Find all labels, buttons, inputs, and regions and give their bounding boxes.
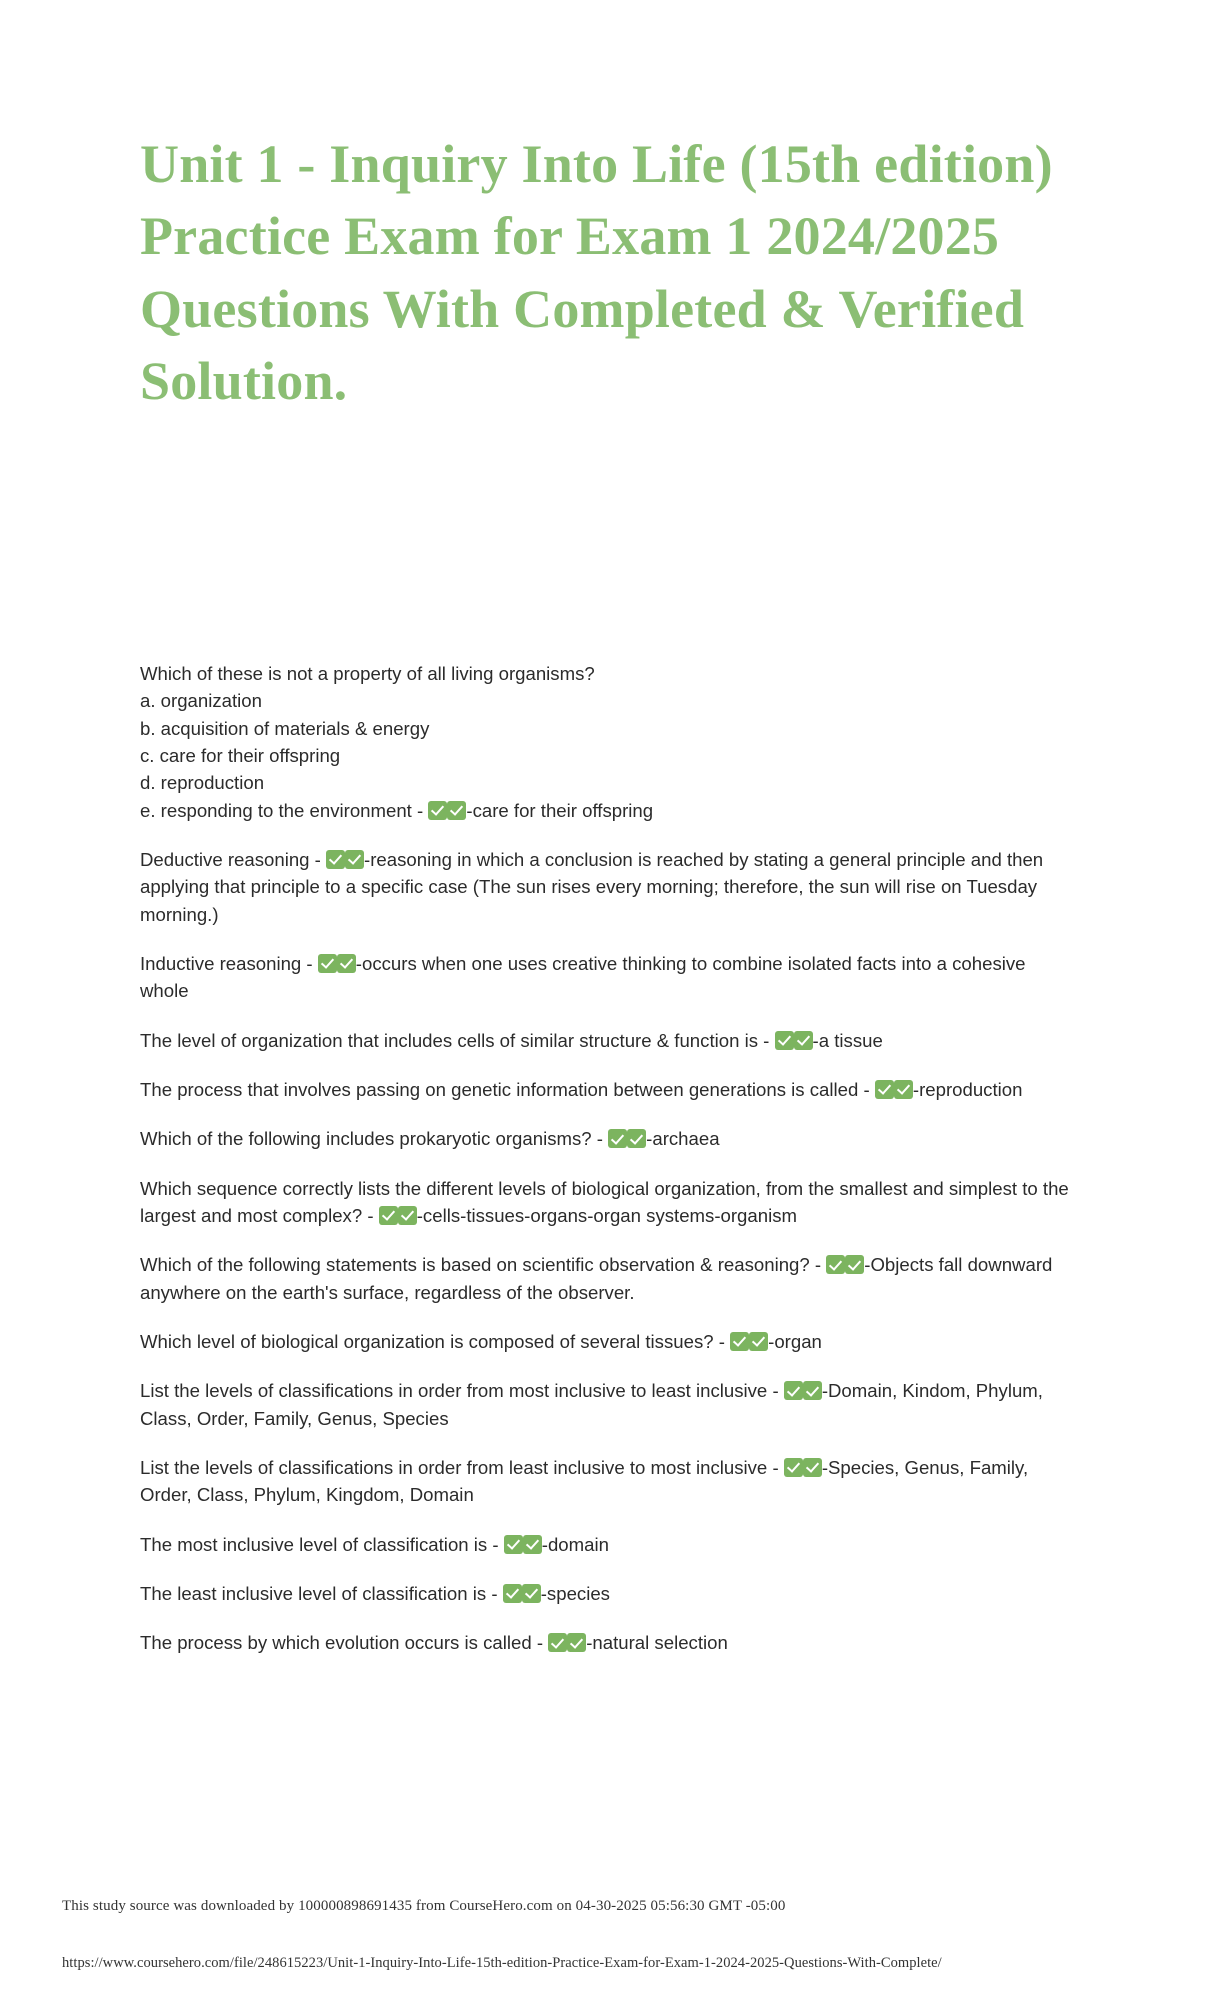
qa-answer: -Objects fall downward anywhere on the earth's surface, regardless of the observer. [140,1254,1053,1303]
check-mark-icon [826,1255,845,1274]
qa-list [140,660,1070,1657]
qa-prompt-answer-line [140,1629,1070,1656]
answer-marker [318,950,356,977]
qa-answer: -care for their offspring [466,799,654,821]
qa-prompt-answer-line [140,950,1070,1005]
check-mark-icon [447,801,466,820]
qa-option-line: Which of these is not a property of all living organisms? [140,663,595,684]
qa-answer: -Domain, Kindom, Phylum, Class, Order, Family, Genus, Species [140,1380,1043,1429]
check-mark-icon [326,850,345,869]
qa-option-line: b. acquisition of materials & energy [140,717,430,739]
qa-prompt-answer-line [140,1328,1070,1355]
check-mark-icon [875,1080,894,1099]
check-mark-icon [794,1031,813,1050]
check-mark-icon [627,1129,646,1148]
qa-answer: -Species, Genus, Family, Order, Class, Phylum, Kingdom, Domain [140,1456,1029,1506]
qa-answer: -domain [541,1533,609,1555]
qa-prompt: The process that involves passing on genetic information between generations is called - [140,1078,875,1100]
qa-prompt-answer-line [140,1125,1070,1152]
qa-prompt: Which sequence correctly lists the different levels of biological organization, from the smallest and simplest to the largest and most complex? - [140,1177,1069,1226]
qa-item [140,1531,1070,1558]
check-mark-icon [398,1206,417,1225]
answer-marker [608,1125,646,1152]
qa-prompt-answer-line [140,1251,1070,1306]
qa-prompt-answer-line [140,1454,1070,1509]
qa-answer: -archaea [646,1128,720,1150]
qa-prompt: Which of the following includes prokaryotic organisms? - [140,1128,609,1150]
check-mark-icon [522,1584,541,1603]
qa-item [140,1580,1070,1607]
qa-item [140,1629,1070,1656]
qa-answer: -reasoning in which a conclusion is reached by stating a general principle and then applying that principle to a specific case (The sun rises every morning; therefore, the sun will rise on Tuesday morning.) [140,848,1044,925]
qa-item [140,660,1070,824]
qa-item [140,1125,1070,1152]
answer-marker [503,1580,541,1607]
qa-prompt: The process by which evolution occurs is called - [140,1632,549,1654]
qa-prompt: Which level of biological organization is composed of several tissues? - [140,1330,731,1352]
answer-marker [428,797,466,824]
check-mark-icon [784,1458,803,1477]
qa-option-line: a. organization [140,690,262,712]
qa-answer: -organ [768,1330,822,1352]
check-mark-icon [803,1381,822,1400]
check-mark-icon [845,1255,864,1274]
check-mark-icon [504,1535,523,1554]
qa-prompt-answer-line [140,1076,1070,1103]
check-mark-icon [784,1381,803,1400]
qa-option-line: d. reproduction [140,772,265,794]
page-title: Unit 1 - Inquiry Into Life (15th edition) Practice Exam for Exam 1 2024/2025 Questions With Completed & Verified Solution. [140,134,1053,412]
qa-answer: -cells-tissues-organs-organ systems-organism [416,1204,797,1226]
qa-item [140,846,1070,928]
check-mark-icon [749,1332,768,1351]
qa-prompt: The most inclusive level of classification is - [140,1533,504,1555]
qa-prompt-answer-line [140,1027,1070,1054]
qa-item [140,1251,1070,1306]
qa-prompt: Inductive reasoning - [140,952,318,974]
check-mark-icon [345,850,364,869]
check-mark-icon [608,1129,627,1148]
check-mark-icon [379,1206,398,1225]
answer-marker [326,846,364,873]
check-mark-icon [775,1031,794,1050]
answer-marker [826,1251,864,1278]
answer-marker [775,1027,813,1054]
answer-marker [504,1531,542,1558]
qa-prompt-answer-line [140,1175,1070,1230]
check-mark-icon [567,1633,586,1652]
check-mark-icon [523,1535,542,1554]
qa-option-line: c. care for their offspring [140,744,341,766]
qa-item [140,1175,1070,1230]
check-mark-icon [503,1584,522,1603]
download-attribution: This study source was downloaded by 100000898691435 from CourseHero.com on 04-30-2025 05:56:30 GMT -05:00 [62,1898,786,1914]
qa-prompt: List the levels of classifications in order from most inclusive to least inclusive - [140,1380,784,1402]
check-mark-icon [548,1633,567,1652]
answer-marker [548,1629,586,1656]
check-mark-icon [318,954,337,973]
qa-prompt: List the levels of classifications in order from least inclusive to most inclusive - [140,1456,784,1478]
qa-prompt: Which of the following statements is based on scientific observation & reasoning? - [140,1254,827,1276]
qa-prompt: e. responding to the environment - [140,799,429,821]
answer-marker [784,1377,822,1404]
qa-item [140,1454,1070,1509]
source-url: https://www.coursehero.com/file/248615223/Unit-1-Inquiry-Into-Life-15th-edition-Practice-Exam-for-Exam-1-2024-2025-Questions-With-Complete/ [62,1955,942,1971]
qa-prompt-answer-line [140,1377,1070,1432]
check-mark-icon [894,1080,913,1099]
check-mark-icon [337,954,356,973]
qa-answer: -natural selection [586,1632,728,1654]
qa-item [140,1328,1070,1355]
qa-answer: -reproduction [912,1078,1023,1100]
qa-answer: -a tissue [812,1029,883,1051]
answer-marker [784,1454,822,1481]
check-mark-icon [803,1458,822,1477]
qa-prompt-answer-line [140,1531,1070,1558]
qa-prompt: The least inclusive level of classification is - [140,1582,503,1604]
qa-item [140,1377,1070,1432]
qa-prompt: The level of organization that includes cells of similar structure & function is - [140,1029,775,1051]
qa-item [140,1027,1070,1054]
qa-prompt-answer-line [140,846,1070,928]
answer-marker [875,1076,913,1103]
qa-answer: -species [540,1582,610,1604]
check-mark-icon [428,801,447,820]
qa-prompt: Deductive reasoning - [140,848,327,870]
qa-prompt-answer-line [140,797,1070,824]
qa-item [140,1076,1070,1103]
check-mark-icon [730,1332,749,1351]
answer-marker [379,1202,417,1229]
answer-marker [730,1328,768,1355]
qa-item [140,950,1070,1005]
qa-prompt-answer-line [140,1580,1070,1607]
qa-answer: -occurs when one uses creative thinking to combine isolated facts into a cohesive whole [140,952,1026,1002]
